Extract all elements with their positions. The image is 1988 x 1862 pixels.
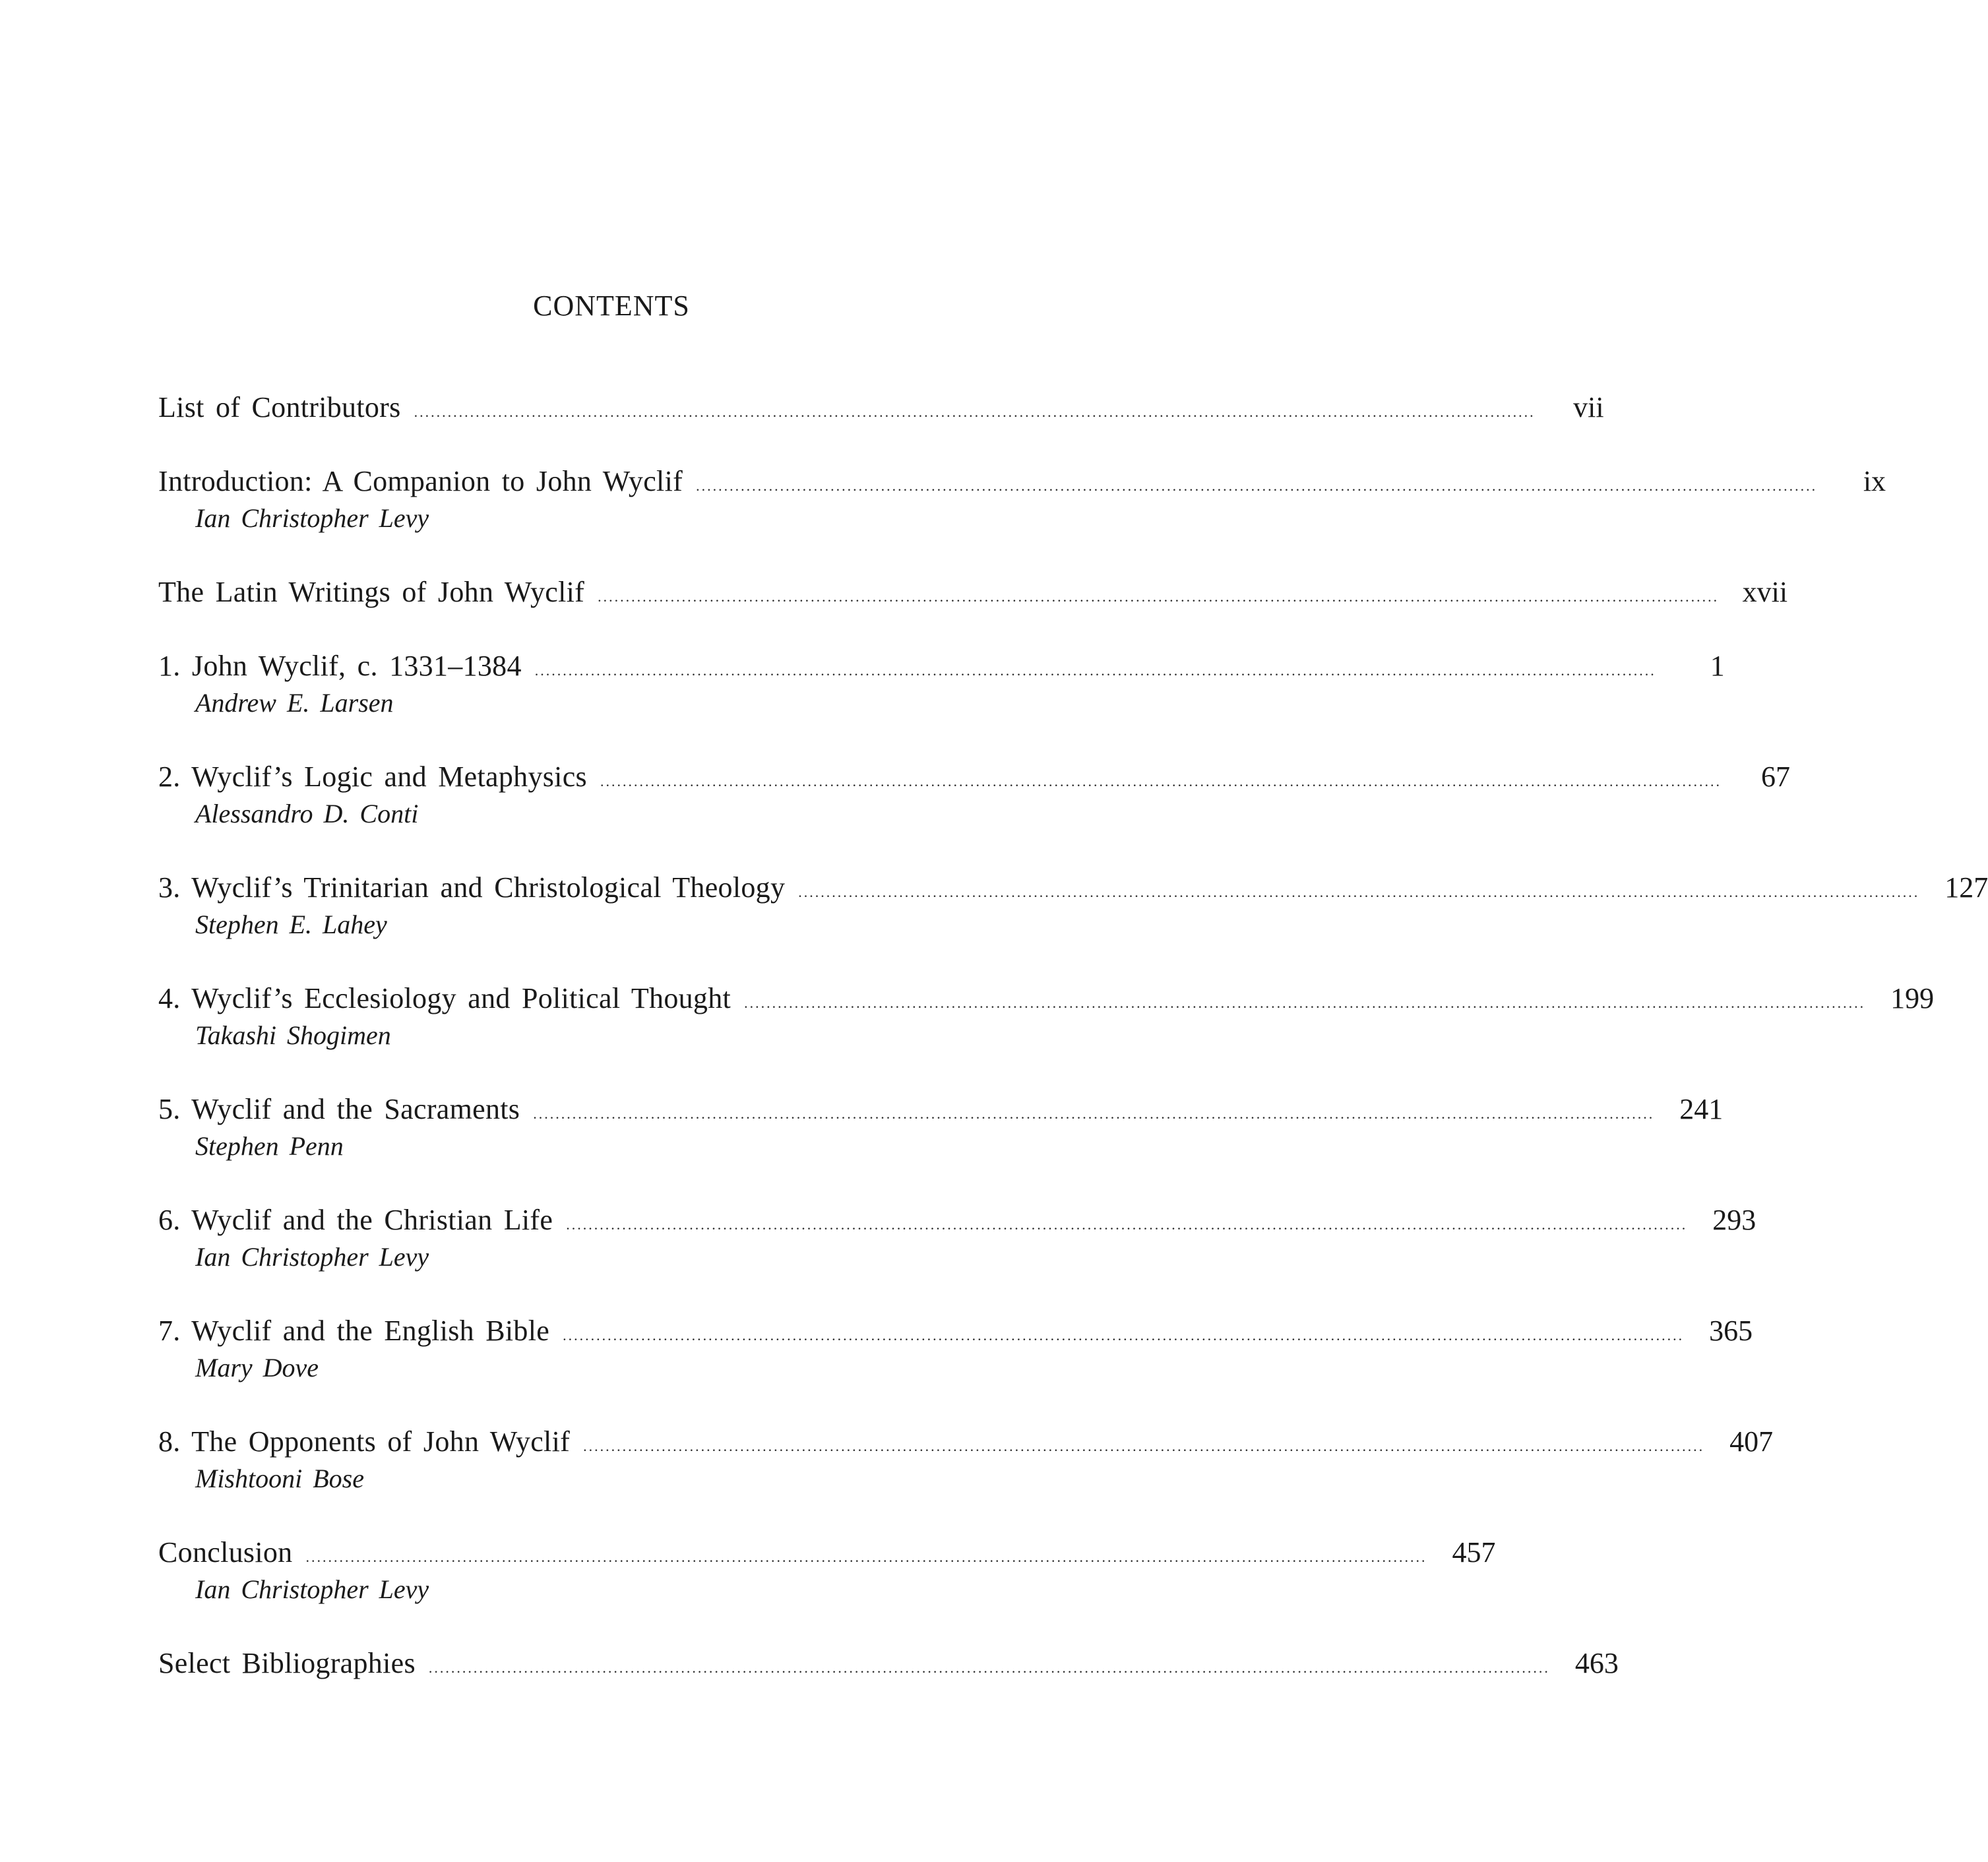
- toc-entry-line: [158, 463, 1886, 500]
- toc-entry-line: [158, 1091, 1724, 1128]
- toc-entry-title: List of Contributors: [158, 391, 401, 423]
- toc-entry-line: [158, 1534, 1496, 1571]
- toc-entry-page: 293: [1712, 1204, 1756, 1236]
- toc-entry-title: Select Bibliographies: [158, 1647, 416, 1679]
- toc-entry-page: ix: [1863, 465, 1886, 497]
- toc-entry-line: [158, 1202, 1756, 1239]
- dot-leader: ........................................................................................................................................................................................................: [798, 884, 1920, 900]
- toc-entry-author: Stephen Penn: [195, 1131, 344, 1161]
- toc-entry-line: [158, 1645, 1619, 1682]
- toc-entry: [158, 648, 1725, 722]
- toc-entry-line: [158, 1423, 1774, 1460]
- toc-entry-page: vii: [1573, 391, 1604, 423]
- dot-leader: ........................................................................................................................................................................................................: [534, 662, 1656, 679]
- toc-entry: [158, 869, 1988, 943]
- dot-leader: ........................................................................................................................................................................................................: [563, 1327, 1685, 1344]
- toc-entry-title: 3. Wyclif’s Trinitarian and Christological Theology: [158, 871, 786, 904]
- toc-entry-page: 127: [1944, 871, 1988, 904]
- toc-entry-title: 8. The Opponents of John Wyclif: [158, 1425, 571, 1458]
- toc-entry-author: Ian Christopher Levy: [195, 503, 429, 533]
- dot-leader: ........................................................................................................................................................................................................: [566, 1216, 1688, 1233]
- toc-entry-page: 67: [1760, 760, 1790, 793]
- toc-entry-page: 407: [1729, 1425, 1774, 1458]
- toc-entry: [158, 1091, 1724, 1165]
- dot-leader: ........................................................................................................................................................................................................: [744, 995, 1866, 1011]
- toc-entry-author: Mishtooni Bose: [195, 1464, 364, 1493]
- dot-leader: ........................................................................................................................................................................................................: [598, 588, 1720, 605]
- toc-entry-line: [158, 574, 1788, 611]
- toc-entry: [158, 1645, 1619, 1682]
- toc-entry-title: Conclusion: [158, 1536, 293, 1568]
- toc-entry-title: 6. Wyclif and the Christian Life: [158, 1204, 553, 1236]
- toc-entry-author: Andrew E. Larsen: [195, 688, 394, 718]
- dot-leader: ........................................................................................................................................................................................................: [696, 478, 1818, 494]
- toc-entry: [158, 389, 1604, 426]
- contents-heading: CONTENTS: [533, 290, 690, 322]
- toc-entry-page: 365: [1709, 1315, 1753, 1347]
- toc-entry-page: 199: [1890, 982, 1935, 1014]
- dot-leader: ........................................................................................................................................................................................................: [533, 1105, 1655, 1122]
- toc-entry-author: Ian Christopher Levy: [195, 1242, 429, 1272]
- dot-leader: ........................................................................................................................................................................................................: [428, 1660, 1550, 1676]
- toc-entry-title: 5. Wyclif and the Sacraments: [158, 1093, 520, 1125]
- toc-entry-line: [158, 980, 1935, 1017]
- toc-entry-line: [158, 1313, 1753, 1350]
- table-of-contents: [158, 389, 1988, 1719]
- toc-entry-title: 1. John Wyclif, c. 1331–1384: [158, 650, 522, 682]
- toc-entry: [158, 1423, 1774, 1497]
- toc-entry-line: [158, 869, 1988, 906]
- toc-entry: [158, 1534, 1496, 1608]
- toc-entry: [158, 574, 1788, 611]
- toc-entry-author: Alessandro D. Conti: [195, 799, 419, 828]
- toc-entry-author: Mary Dove: [195, 1353, 319, 1382]
- toc-entry-page: xvii: [1742, 576, 1788, 608]
- toc-entry-title: Introduction: A Companion to John Wyclif: [158, 465, 683, 497]
- toc-entry: [158, 463, 1886, 537]
- toc-entry: [158, 1202, 1756, 1276]
- toc-entry-line: [158, 648, 1725, 685]
- toc-entry-title: 4. Wyclif’s Ecclesiology and Political Thought: [158, 982, 731, 1014]
- toc-entry: [158, 1313, 1753, 1386]
- toc-entry-line: [158, 389, 1604, 426]
- toc-entry-page: 463: [1574, 1647, 1619, 1679]
- toc-entry: [158, 980, 1935, 1054]
- dot-leader: ........................................................................................................................................................................................................: [305, 1549, 1427, 1565]
- toc-entry: [158, 759, 1790, 832]
- toc-entry-author: Takashi Shogimen: [195, 1020, 391, 1050]
- toc-entry-title: 2. Wyclif’s Logic and Metaphysics: [158, 760, 587, 793]
- toc-entry-title: 7. Wyclif and the English Bible: [158, 1315, 550, 1347]
- toc-entry-line: [158, 759, 1790, 795]
- toc-entry-page: 241: [1679, 1093, 1724, 1125]
- dot-leader: ........................................................................................................................................................................................................: [414, 404, 1536, 420]
- dot-leader: ........................................................................................................................................................................................................: [600, 773, 1722, 790]
- toc-entry-title: The Latin Writings of John Wyclif: [158, 576, 585, 608]
- dot-leader: ........................................................................................................................................................................................................: [583, 1438, 1705, 1454]
- toc-entry-author: Ian Christopher Levy: [195, 1574, 429, 1604]
- toc-entry-page: 457: [1452, 1536, 1496, 1568]
- toc-entry-author: Stephen E. Lahey: [195, 910, 387, 939]
- toc-entry-page: 1: [1710, 650, 1725, 682]
